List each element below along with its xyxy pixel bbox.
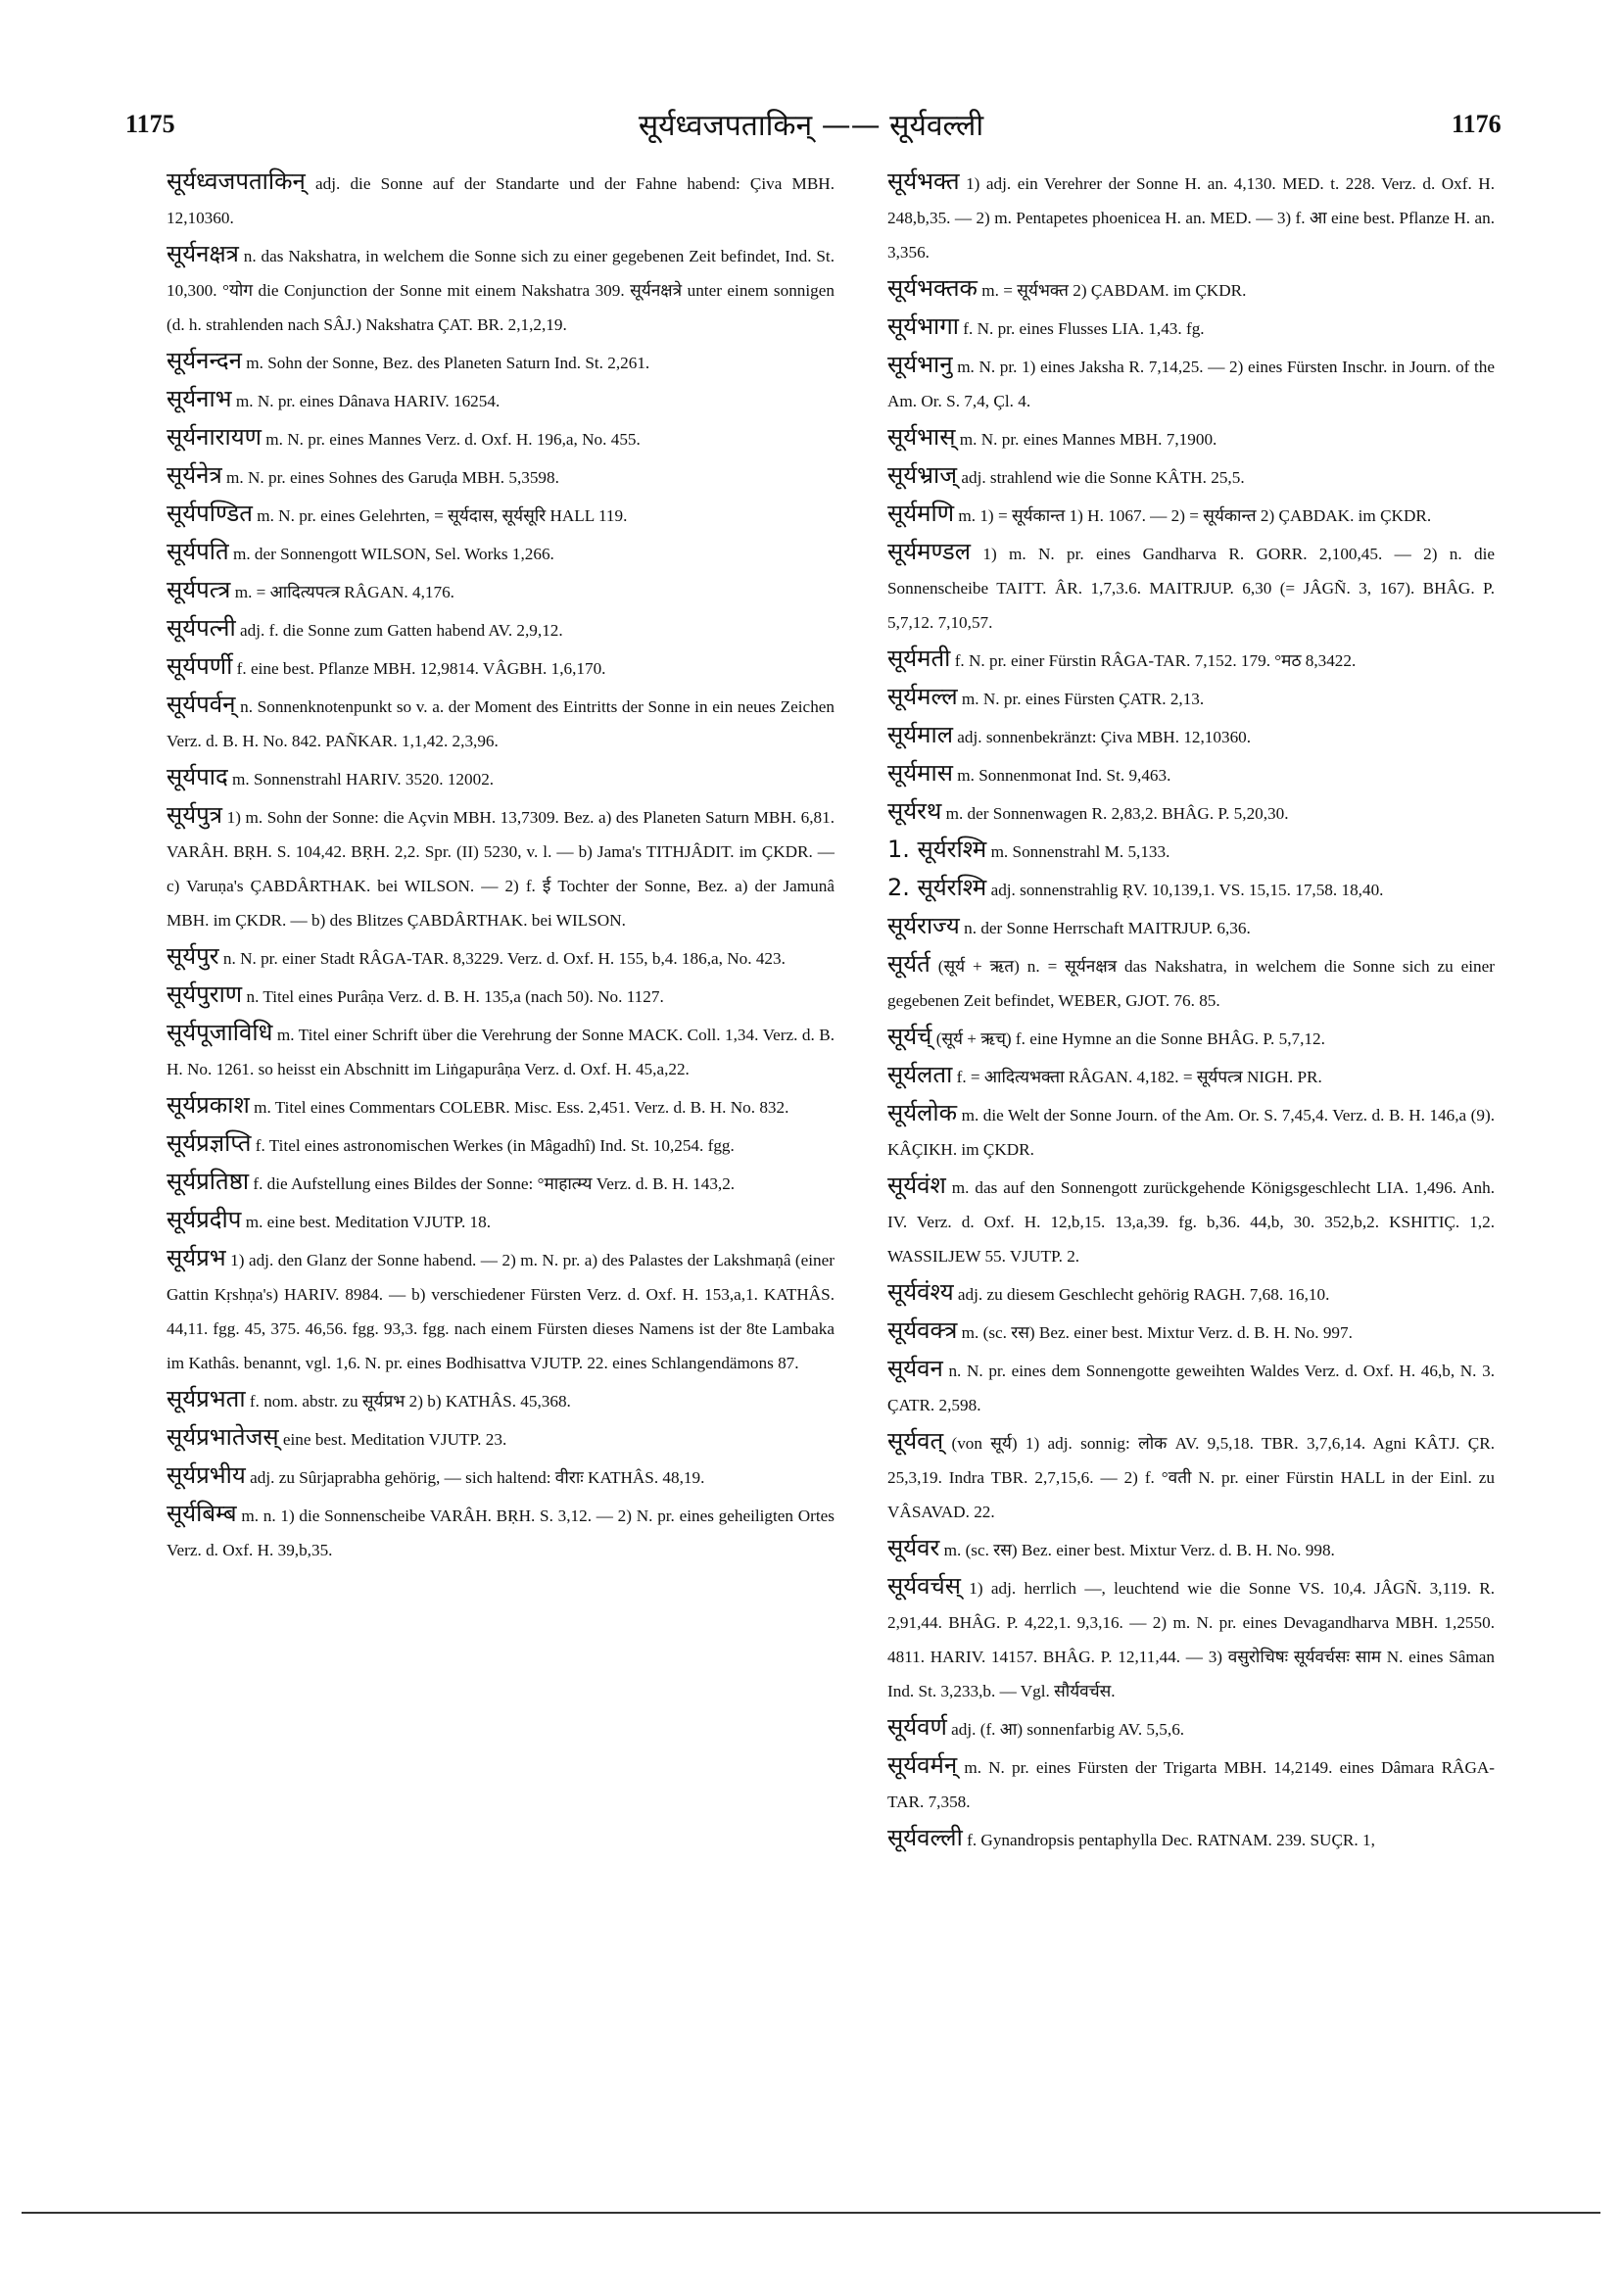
- entry-headword: सूर्यमाल: [887, 721, 953, 748]
- entry-headword: सूर्यलता: [887, 1061, 953, 1088]
- entry-definition: m. Sonnenstrahl M. 5,133.: [990, 842, 1170, 861]
- entry-definition: m. N. pr. eines Gelehrten, = सूर्यदास, सूर्यसूरि HALL 119.: [257, 506, 628, 525]
- entry-headword: सूर्यपूजाविधि: [167, 1019, 273, 1046]
- dictionary-entry: [887, 947, 1495, 1018]
- entry-definition: m. der Sonnengott WILSON, Sel. Works 1,266.: [232, 545, 554, 563]
- entry-definition: n. Titel eines Purâṇa Verz. d. B. H. 135,a (nach 50). No. 1127.: [246, 987, 664, 1006]
- dictionary-entry: [887, 348, 1495, 418]
- entry-definition: m. Sohn der Sonne, Bez. des Planeten Saturn Ind. St. 2,261.: [246, 354, 650, 372]
- dictionary-entry: [167, 649, 835, 686]
- entry-headword: सूर्यनारायण: [167, 423, 262, 451]
- dictionary-entry: [887, 1569, 1495, 1708]
- entry-definition: adj. die Sonne auf der Standarte und der Fahne habend: Çiva MBH. 12,10360.: [167, 174, 835, 227]
- dictionary-entry: [167, 1241, 835, 1380]
- entry-headword: सूर्यपत्नी: [167, 614, 236, 642]
- entry-headword: सूर्यलोक: [887, 1099, 958, 1126]
- entry-definition: m. = आदित्यपत्त्र RÂGAN. 4,176.: [234, 583, 454, 601]
- entry-headword: सूर्यवंश: [887, 1172, 946, 1199]
- entry-definition: 1) adj. ein Verehrer der Sonne H. an. 4,130. MED. t. 228. Verz. d. Oxf. H. 248,b,35. — 2) m. Pentapetes phoenicea H. an. MED. — 3) f. आ eine best. Pflanze H. an. 3,356.: [887, 174, 1496, 262]
- entry-headword: सूर्यप्रभीय: [167, 1461, 246, 1489]
- entry-definition: n. N. pr. einer Stadt RÂGA-TAR. 8,3229. Verz. d. Oxf. H. 155, b,4. 186,a, No. 423.: [222, 949, 786, 968]
- entry-definition: m. die Welt der Sonne Journ. of the Am. Or. S. 7,45,4. Verz. d. B. H. 146,a (9). KÂÇIKH. im ÇKDR.: [887, 1106, 1495, 1159]
- entry-headword: सूर्यवर्ण: [887, 1713, 947, 1741]
- headword-range: सूर्यध्वजपताकिन् —— सूर्यवल्ली: [638, 109, 984, 143]
- entry-definition: m. Titel einer Schrift über die Verehrung der Sonne MACK. Coll. 1,34. Verz. d. B. H. No. 1261. so heisst ein Abschnitt im Liṅgapurâṇa Verz. d. Oxf. H. 45,a,22.: [167, 1026, 835, 1078]
- entry-headword: सूर्यरथ: [887, 797, 942, 825]
- entry-definition: m. der Sonnenwagen R. 2,83,2. BHÂG. P. 5,20,30.: [945, 804, 1289, 823]
- entry-definition: adj. sonnenbekränzt: Çiva MBH. 12,10360.: [957, 728, 1252, 746]
- entry-headword: सूर्यभागा: [887, 312, 959, 340]
- dictionary-entry: [887, 871, 1495, 907]
- entry-headword: सूर्यर्त: [887, 950, 930, 978]
- entry-definition: m. N. pr. eines Fürsten der Trigarta MBH. 14,2149. eines Dâmara RÂGA-TAR. 7,358.: [887, 1758, 1495, 1811]
- entry-definition: f. eine best. Pflanze MBH. 12,9814. VÂGBH. 1,6,170.: [236, 659, 606, 678]
- entry-definition: m. N. pr. 1) eines Jaksha R. 7,14,25. — 2) eines Fürsten Inschr. in Journ. of the Am. Or. S. 7,4, Çl. 4.: [887, 358, 1495, 410]
- right-column: [887, 165, 1495, 1859]
- entry-definition: m. N. pr. eines Sohnes des Garuḍa MBH. 5,3598.: [226, 468, 559, 487]
- entry-headword: सूर्यपाद: [167, 763, 228, 790]
- entry-definition: m. Titel eines Commentars COLEBR. Misc. Ess. 2,451. Verz. d. B. H. No. 832.: [254, 1098, 789, 1117]
- entry-definition: adj. strahlend wie die Sonne KÂTH. 25,5.: [961, 468, 1245, 487]
- entry-headword: सूर्यमास: [887, 759, 953, 787]
- dictionary-entry: [167, 458, 835, 495]
- entry-definition: f. N. pr. eines Flusses LIA. 1,43. fg.: [963, 319, 1205, 338]
- entry-headword: सूर्यनेत्र: [167, 461, 222, 489]
- entry-headword: सूर्यवक्त्र: [887, 1316, 958, 1344]
- entry-headword: सूर्यप्रकाश: [167, 1091, 250, 1119]
- entry-definition: n. Sonnenknotenpunkt so v. a. der Moment des Eintritts der Sonne in ein neues Zeichen Verz. d. B. H. No. 842. PAÑKAR. 1,1,42. 2,3,96.: [167, 697, 835, 750]
- dictionary-entry: [887, 1748, 1495, 1819]
- dictionary-entry: [167, 382, 835, 418]
- entry-definition: m. N. pr. eines Mannes MBH. 7,1900.: [959, 430, 1217, 449]
- entry-headword: सूर्यनन्दन: [167, 347, 242, 374]
- entry-definition: (सूर्य + ऋत) n. = सूर्यनक्षत्र das Nakshatra, in welchem die Sonne sich zu einer gegebenen Zeit befindet, WEBER, GJOT. 76. 85.: [887, 957, 1496, 1010]
- entry-definition: m. eine best. Meditation VJUTP. 18.: [245, 1213, 492, 1231]
- entry-headword: सूर्यपत्त्र: [167, 576, 231, 603]
- entry-definition: eine best. Meditation VJUTP. 23.: [282, 1430, 507, 1449]
- dictionary-entry: [167, 1016, 835, 1086]
- entry-definition: m. Sonnenstrahl HARIV. 3520. 12002.: [232, 770, 495, 789]
- entry-definition: 1) adj. herrlich —, leuchtend wie die Sonne VS. 10,4. JÂGÑ. 3,119. R. 2,91,44. BHÂG. P. 4,22,1. 9,3,16. — 2) m. N. pr. eines Devagandharva MBH. 1,2550. 4811. HARIV. 14157. BHÂG. P. 12,11,44. — 3) वसुरोचिषः सूर्यवर्चसः साम N. eines Sâman Ind. St. 3,233,b. — Vgl. सौर्यवर्चस.: [887, 1579, 1495, 1700]
- entry-headword: सूर्यभक्त: [887, 167, 960, 195]
- dictionary-entry: [887, 1058, 1495, 1094]
- entry-definition: 1) adj. den Glanz der Sonne habend. — 2) m. N. pr. a) des Palastes der Lakshmaṇâ (einer Gattin Kṛshṇa's) HARIV. 8984. — b) verschiedener Fürsten Verz. d. Oxf. H. 153,a,1. KATHÂS. 44,11. fgg. 45, 375. 46,56. fgg. 93,3. fgg. nach einem Fürsten dieses Namens ist der 8te Lambaka im Kathâs. benannt, vgl. 1,6. N. pr. eines Bodhisattva VJUTP. 22. eines Schlangendämons 87.: [167, 1251, 835, 1372]
- entry-definition: 1) m. N. pr. eines Gandharva R. GORR. 2,100,45. — 2) n. die Sonnenscheibe TAITT. ÂR. 1,7,3.6. MAITRJUP. 6,30 (= JÂGÑ. 3, 167). BHÂG. P. 5,7,12. 7,10,57.: [887, 545, 1495, 632]
- dictionary-entry: [887, 1424, 1495, 1529]
- dictionary-entry: [887, 1275, 1495, 1312]
- entry-headword: सूर्यवत्: [887, 1427, 944, 1455]
- dictionary-entry: [167, 611, 835, 647]
- dictionary-entry: [887, 718, 1495, 754]
- dictionary-entry: [887, 1352, 1495, 1422]
- entry-headword: 2. सूर्यरश्मि: [887, 874, 987, 901]
- dictionary-entry: [167, 535, 835, 571]
- entry-definition: f. Gynandropsis pentaphylla Dec. RATNAM. 239. SUÇR. 1,: [967, 1831, 1375, 1849]
- entry-definition: m. N. pr. eines Fürsten ÇATR. 2,13.: [961, 690, 1205, 708]
- dictionary-entry: [167, 939, 835, 976]
- dictionary-entry: [887, 1710, 1495, 1746]
- entry-definition: m. N. pr. eines Mannes Verz. d. Oxf. H. 196,a, No. 455.: [265, 430, 641, 449]
- entry-headword: सूर्यनाभ: [167, 385, 232, 412]
- dictionary-entry: [167, 165, 835, 235]
- entry-headword: सूर्यबिम्ब: [167, 1500, 237, 1527]
- entry-definition: m. das auf den Sonnengott zurückgehende Königsgeschlecht LIA. 1,496. Anh. IV. Verz. d. Oxf. H. 12,b,15. 13,a,39. fg. b,36. 44,b, 30. 352,b,2. KSHITIÇ. 1,2. WASSILJEW 55. VJUTP. 2.: [887, 1178, 1496, 1266]
- entry-definition: adj. f. die Sonne zum Gatten habend AV. 2,9,12.: [239, 621, 563, 640]
- entry-definition: m. 1) = सूर्यकान्त 1) H. 1067. — 2) = सूर्यकान्त 2) ÇABDAK. im ÇKDR.: [958, 506, 1432, 525]
- dictionary-entry: [167, 688, 835, 758]
- dictionary-entry: [167, 1497, 835, 1567]
- dictionary-entry: [167, 978, 835, 1014]
- dictionary-entry: [167, 760, 835, 796]
- entry-definition: m. (sc. रस) Bez. einer best. Mixtur Verz. d. B. H. No. 997.: [961, 1323, 1353, 1342]
- entry-headword: सूर्यप्रदीप: [167, 1206, 242, 1233]
- entry-headword: सूर्यमणि: [887, 500, 955, 527]
- entry-definition: f. N. pr. einer Fürstin RÂGA-TAR. 7,152. 179. °मठ 8,3422.: [954, 651, 1357, 670]
- entry-definition: m. = सूर्यभक्त 2) ÇABDAM. im ÇKDR.: [981, 281, 1247, 300]
- dictionary-entry: [887, 680, 1495, 716]
- dictionary-entry: [167, 798, 835, 937]
- dictionary-entry: [167, 237, 835, 342]
- entry-definition: f. die Aufstellung eines Bildes der Sonne: °माहात्म्य Verz. d. B. H. 143,2.: [253, 1174, 736, 1193]
- entry-definition: 1) m. Sohn der Sonne: die Açvin MBH. 13,7309. Bez. a) des Planeten Saturn MBH. 6,81. VARÂH. BṚH. S. 104,42. BṚH. 2,2. Spr. (II) 5230, v. l. — b) Jama's TITHJÂDIT. im ÇKDR. — c) Varuṇa's ÇABDÂRTHAK. bei WILSON. — 2) f. ई Tochter der Sonne, Bez. a) der Jamunâ MBH. im ÇKDR. — b) des Blitzes ÇABDÂRTHAK. bei WILSON.: [167, 808, 835, 930]
- entry-headword: सूर्यध्वजपताकिन्: [167, 167, 306, 195]
- entry-headword: सूर्यर्च्: [887, 1023, 932, 1050]
- dictionary-entry: [887, 1531, 1495, 1567]
- entry-headword: सूर्यपर्णी: [167, 652, 233, 680]
- dictionary-entry: [167, 497, 835, 533]
- dictionary-entry: [887, 535, 1495, 640]
- dictionary-entry: [167, 1420, 835, 1457]
- entry-headword: सूर्यराज्य: [887, 912, 960, 939]
- dictionary-entry: [887, 420, 1495, 456]
- dictionary-entry: [887, 909, 1495, 945]
- entry-headword: सूर्यप्रभता: [167, 1385, 246, 1412]
- entry-definition: n. N. pr. eines dem Sonnengotte geweihten Waldes Verz. d. Oxf. H. 46,b, N. 3. ÇATR. 2,598.: [887, 1362, 1496, 1414]
- entry-headword: सूर्यपुर: [167, 942, 219, 970]
- entry-definition: f. nom. abstr. zu सूर्यप्रभ 2) b) KATHÂS. 45,368.: [249, 1392, 571, 1411]
- entry-headword: सूर्यप्रभातेजस्: [167, 1423, 279, 1451]
- entry-headword: सूर्यभास्: [887, 423, 956, 451]
- dictionary-entry: [887, 1821, 1495, 1857]
- dictionary-entry: [887, 1314, 1495, 1350]
- entry-headword: सूर्यनक्षत्र: [167, 240, 239, 267]
- dictionary-entry: [887, 642, 1495, 678]
- entry-definition: adj. zu Sûrjaprabha gehörig, — sich haltend: वीराः KATHÂS. 48,19.: [250, 1468, 705, 1487]
- dictionary-entry: [167, 1126, 835, 1163]
- entry-headword: सूर्यवन: [887, 1355, 943, 1382]
- entry-headword: सूर्यमती: [887, 645, 951, 672]
- entry-definition: (von सूर्य) 1) adj. sonnig: लोक AV. 9,5,18. TBR. 3,7,6,14. Agni KÂTJ. ÇR. 25,3,19. Indra TBR. 2,7,15,6. — 2) f. °वती N. pr. einer Fürstin HALL in der Einl. zu VÂSAVAD. 22.: [887, 1434, 1496, 1521]
- entry-headword: सूर्यवर: [887, 1534, 940, 1561]
- entry-headword: सूर्यवर्मन्: [887, 1751, 958, 1779]
- dictionary-entry: [887, 756, 1495, 792]
- entry-definition: n. der Sonne Herrschaft MAITRJUP. 6,36.: [964, 919, 1251, 937]
- dictionary-entry: [887, 271, 1495, 308]
- dictionary-entry: [167, 344, 835, 380]
- entry-definition: adj. (f. आ) sonnenfarbig AV. 5,5,6.: [951, 1720, 1185, 1739]
- entry-definition: adj. zu diesem Geschlecht gehörig RAGH. 7,68. 16,10.: [957, 1285, 1330, 1304]
- dictionary-entry: [887, 165, 1495, 269]
- entry-definition: n. das Nakshatra, in welchem die Sonne sich zu einer gegebenen Zeit befindet, Ind. St. 10,300. °योग die Conjunction der Sonne mit einem Nakshatra 309. सूर्यनक्षत्रे unter einem sonnigen (d. h. strahlenden nach SÂJ.) Nakshatra ÇAT. BR. 2,1,2,19.: [167, 247, 835, 334]
- dictionary-entry: [167, 1382, 835, 1418]
- entry-headword: सूर्यवल्ली: [887, 1824, 963, 1851]
- dictionary-entry: [887, 497, 1495, 533]
- entry-definition: f. Titel eines astronomischen Werkes (in Mâgadhî) Ind. St. 10,254. fgg.: [255, 1136, 735, 1155]
- dictionary-entry: [167, 1165, 835, 1201]
- entry-headword: सूर्यमल्ल: [887, 683, 958, 710]
- entry-headword: सूर्यप्रभ: [167, 1244, 226, 1271]
- dictionary-entry: [167, 1203, 835, 1239]
- dictionary-entry: [887, 794, 1495, 831]
- entry-headword: सूर्यपण्डित: [167, 500, 253, 527]
- entry-headword: सूर्यपति: [167, 538, 229, 565]
- entry-headword: सूर्यमण्डल: [887, 538, 972, 565]
- entry-headword: सूर्यभानु: [887, 351, 953, 378]
- dictionary-entry: [887, 458, 1495, 495]
- entry-headword: सूर्यपर्वन्: [167, 691, 236, 718]
- dictionary-entry: [167, 573, 835, 609]
- dictionary-entry: [167, 1459, 835, 1495]
- dictionary-entry: [167, 420, 835, 456]
- entry-definition: f. = आदित्यभक्ता RÂGAN. 4,182. = सूर्यपत्त्र NIGH. PR.: [956, 1068, 1322, 1086]
- entry-headword: सूर्यवंश्य: [887, 1278, 954, 1306]
- entry-definition: m. (sc. रस) Bez. einer best. Mixtur Verz. d. B. H. No. 998.: [943, 1541, 1335, 1559]
- dictionary-entry: [887, 833, 1495, 869]
- entry-headword: सूर्यवर्चस्: [887, 1572, 961, 1600]
- dictionary-entry: [887, 1096, 1495, 1167]
- entry-definition: m. n. 1) die Sonnenscheibe VARÂH. BṚH. S. 3,12. — 2) N. pr. eines geheiligten Ortes Verz. d. Oxf. H. 39,b,35.: [167, 1507, 835, 1559]
- dictionary-entry: [887, 1020, 1495, 1056]
- entry-headword: सूर्यप्रतिष्ठा: [167, 1168, 250, 1195]
- left-column: [167, 165, 835, 1569]
- entry-definition: m. Sonnenmonat Ind. St. 9,463.: [957, 766, 1171, 785]
- entry-definition: (सूर्य + ऋच्) f. eine Hymne an die Sonne BHÂG. P. 5,7,12.: [935, 1029, 1325, 1048]
- entry-headword: सूर्यभ्राज्: [887, 461, 958, 489]
- entry-definition: adj. sonnenstrahlig ṚV. 10,139,1. VS. 15,15. 17,58. 18,40.: [990, 881, 1384, 899]
- entry-headword: 1. सूर्यरश्मि: [887, 836, 987, 863]
- dictionary-entry: [887, 1169, 1495, 1273]
- footer-rule: [22, 2212, 1600, 2214]
- right-page-number: 1176: [1452, 110, 1502, 138]
- entry-definition: m. N. pr. eines Dânava HARIV. 16254.: [235, 392, 501, 410]
- entry-headword: सूर्यपुत्र: [167, 801, 223, 829]
- entry-headword: सूर्यपुराण: [167, 981, 243, 1008]
- dictionary-entry: [887, 310, 1495, 346]
- dictionary-entry: [167, 1088, 835, 1124]
- entry-headword: सूर्यप्रज्ञप्ति: [167, 1129, 252, 1157]
- entry-headword: सूर्यभक्तक: [887, 274, 978, 302]
- left-page-number: 1175: [125, 110, 175, 138]
